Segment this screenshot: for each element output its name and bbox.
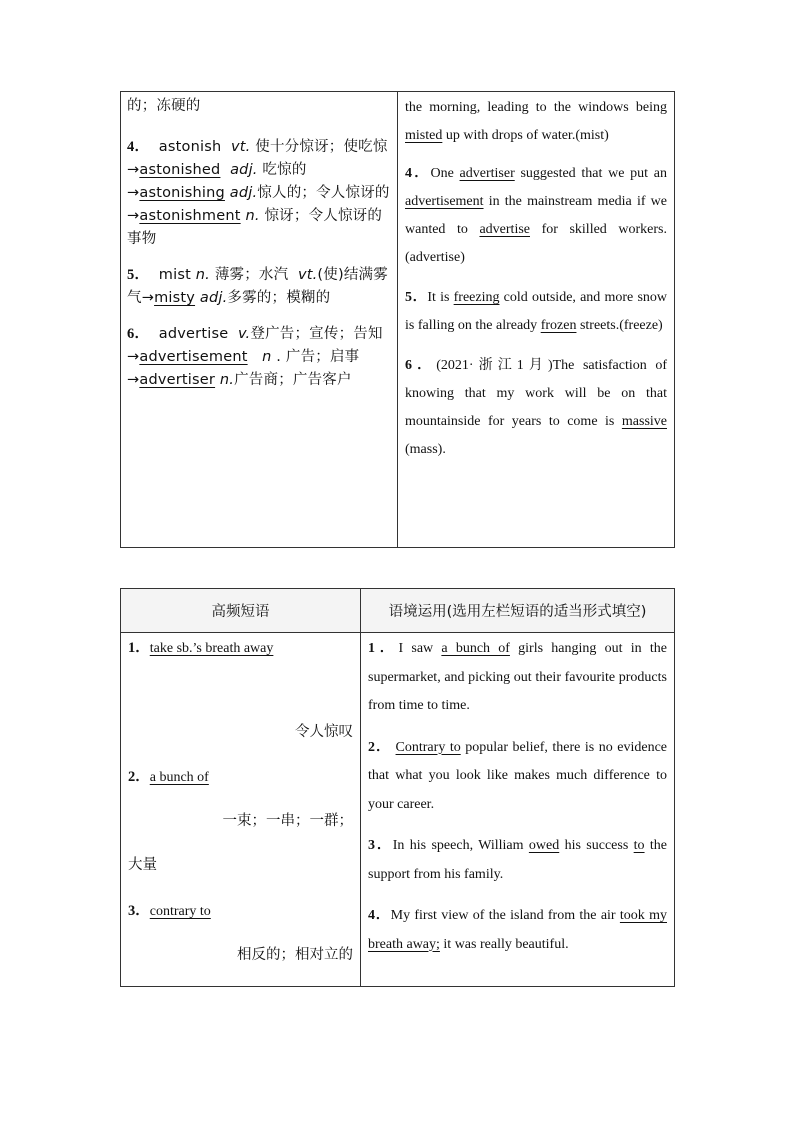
word-entry-advertise: 6． advertise v.登广告；宣传；告知→advertisement n . 广告；启事→advertiser n.广告商；广告客户	[127, 326, 383, 388]
answer-blank: advertiser	[459, 166, 515, 181]
answer-blank: advertiser	[139, 372, 216, 388]
answer-blank: owed	[528, 838, 560, 853]
answer-blank: advertisement	[405, 194, 484, 209]
usage-sentence-4: 4．One advertiser suggested that we put an advertisement in the mainstream media if we wanted to advertise for skilled workers. (advertise)	[405, 166, 668, 265]
phrase-item-2: 2．a bunch of	[128, 769, 209, 785]
phrases-column	[121, 633, 361, 987]
phrase-item-3: 3．contrary to	[128, 903, 211, 919]
word-forms-column	[121, 92, 398, 548]
word-entry-mist: 5． mist n. 薄雾；水汽 vt.(使)结满雾气→misty adj.多雾的；模糊的	[127, 267, 388, 306]
answer-blank: misty	[154, 290, 196, 306]
usage-sentence-5: 5．It is freezing cold outside, and more snow is falling on the already frozen streets.(freeze)	[405, 290, 668, 333]
answer-blank: advertise	[479, 222, 530, 237]
phrase-text: a bunch of	[149, 770, 209, 785]
phrase-meaning-2: 一束；一串；一群；	[222, 813, 353, 829]
answer-blank: Contrary to	[395, 739, 461, 755]
continued-text: 的；冻硬的	[127, 98, 201, 114]
answer-blank: misted	[405, 128, 443, 143]
word-entry-astonish: 4． astonish vt. 使十分惊讶；使吃惊→astonished adj. 吃惊的→astonishing adj.惊人的；令人惊讶的→astonishment n. 惊讶；令人惊讶的事物	[127, 139, 390, 247]
phrase-meaning-1: 令人惊叹	[295, 724, 353, 740]
answer-blank: a bunch of	[441, 641, 510, 656]
context-sentence-1: 1．I saw a bunch of girls hanging out in the supermarket, and picking out their favourite products from time to time.	[368, 641, 667, 713]
phrase-meaning-2-cont: 大量	[128, 857, 157, 873]
sentences-column	[361, 633, 675, 987]
answer-blank: advertisement	[139, 349, 248, 365]
answer-blank: massive	[621, 414, 667, 429]
phrase-text: take sb.’s breath away	[149, 641, 274, 656]
phrase-meaning-3: 相反的；相对立的	[237, 947, 353, 963]
answer-blank: took my breath away;	[368, 908, 667, 952]
usage-sentence-6: 6．(2021·浙江1月)The satisfaction of knowing that my work will be on that mountainside for years to come is massive (mass).	[405, 358, 667, 457]
context-sentence-3: 3．In his speech, William owed his success to the support from his family.	[368, 838, 668, 882]
header-phrases: 高频短语	[121, 589, 361, 633]
continued-sentence: the morning, leading to the windows being misted up with drops of water.(mist)	[405, 100, 667, 143]
context-sentence-4: 4．My first view of the island from the air took my breath away; it was really beautiful.	[368, 908, 667, 952]
header-context-usage: 语境运用(选用左栏短语的适当形式填空)	[361, 589, 675, 633]
context-sentence-2: 2． Contrary to popular belief, there is no evidence that what you look like makes much difference to your career.	[368, 739, 668, 812]
answer-blank: to	[633, 838, 645, 853]
phrases-table	[120, 588, 675, 987]
answer-blank: freezing	[453, 290, 500, 305]
answer-blank: astonished	[139, 162, 221, 178]
context-usage-column	[398, 92, 675, 548]
answer-blank: astonishing	[139, 185, 225, 201]
phrase-text: contrary to	[149, 904, 211, 919]
answer-blank: astonishment	[139, 208, 241, 224]
answer-blank: frozen	[540, 318, 577, 333]
vocabulary-table	[120, 91, 675, 548]
phrase-item-1: 1．take sb.’s breath away	[128, 640, 274, 656]
